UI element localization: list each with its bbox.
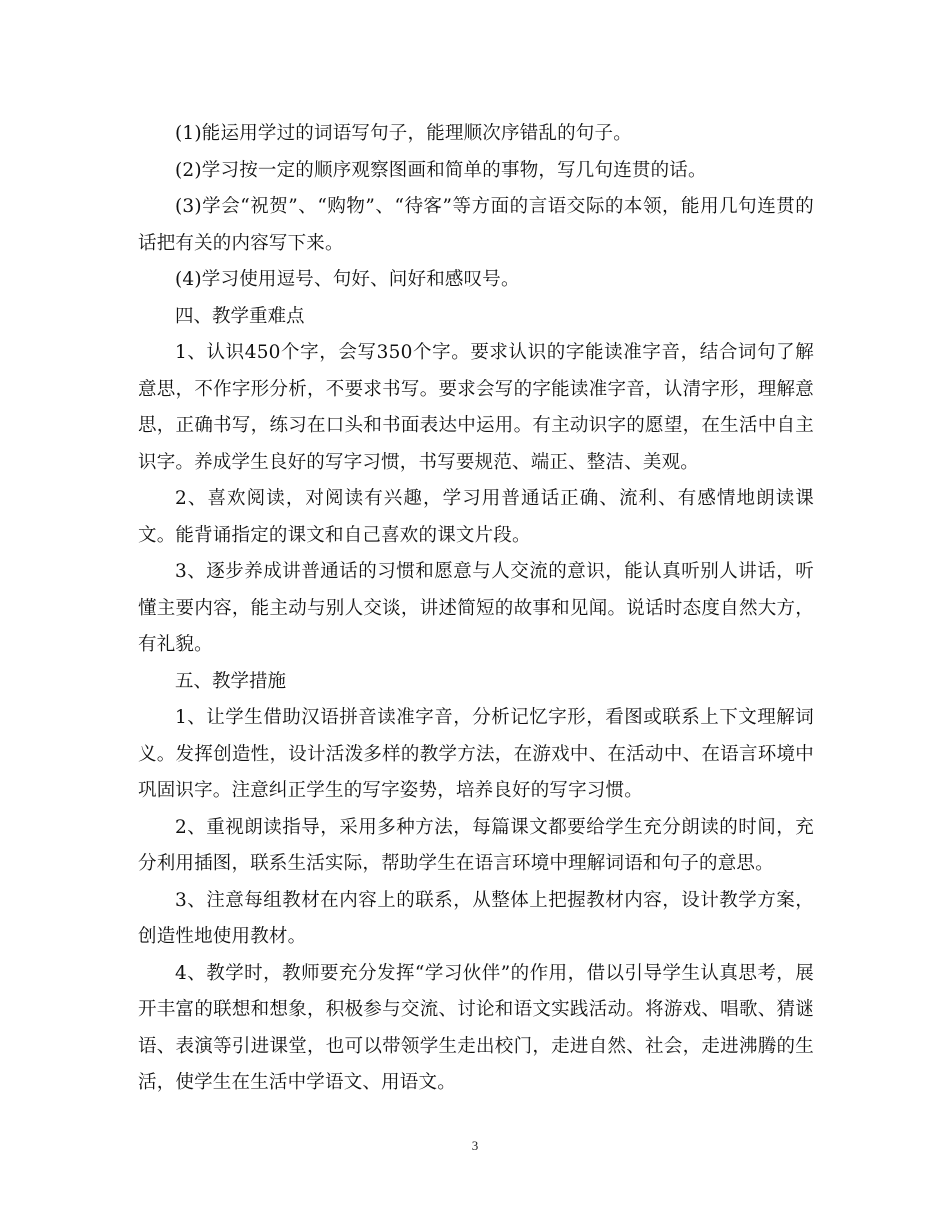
page-number: 3 (471, 1138, 479, 1153)
section-heading: 五、教学措施 (175, 670, 287, 692)
paragraph: 1、认识450个字，会写350个字。要求认识的字能读准字音，结合词句了解意思，不作字形分析，不要求书写。要求会写的字能读准字音，认清字形，理解意思，正确书写，练习在口头和书面表达中运用。有主动识字的愿望，在生活中自主识字。养成学生良好的写字习惯，书写要规范、端正、整洁、美观。 (138, 342, 814, 473)
paragraph: 1、让学生借助汉语拼音读准字音，分析记忆字形，看图或联系上下文理解词义。发挥创造性，设计活泼多样的教学方法，在游戏中、在活动中、在语言环境中巩固识字。注意纠正学生的写字姿势，培养良好的写字习惯。 (138, 707, 814, 801)
paragraph: (4)学习使用逗号、句好、问好和感叹号。 (175, 269, 520, 290)
paragraph: (1)能运用学过的词语写句子，能理顺次序错乱的句子。 (175, 123, 632, 144)
paragraph: (2)学习按一定的顺序观察图画和简单的事物，写几句连贯的话。 (175, 159, 707, 181)
section-heading: 四、教学重难点 (175, 305, 305, 327)
paragraph: 3、逐步养成讲普通话的习惯和愿意与人交流的意识，能认真听别人讲话，听懂主要内容，能主动与别人交谈，讲述简短的故事和见闻。说话时态度自然大方，有礼貌。 (138, 561, 814, 655)
paragraph: 2、喜欢阅读，对阅读有兴趣，学习用普通话正确、流利、有感情地朗读课文。能背诵指定的课文和自己喜欢的课文片段。 (138, 488, 814, 546)
document-body (138, 116, 814, 1102)
paragraph: 3、注意每组教材在内容上的联系，从整体上把握教材内容，设计教学方案，创造性地使用教材。 (138, 889, 814, 947)
paragraph: (3)学会“祝贺”、“购物”、“待客”等方面的言语交际的本领，能用几句连贯的话把有关的内容写下来。 (138, 196, 814, 254)
paragraph: 4、教学时，教师要充分发挥“学习伙伴”的作用，借以引导学生认真思考，展开丰富的联想和想象，积极参与交流、讨论和语文实践活动。将游戏、唱歌、猜谜语、表演等引进课堂，也可以带领学生走出校门，走进自然、社会，走进沸腾的生活，使学生在生活中学语文、用语文。 (138, 962, 814, 1093)
paragraph: 2、重视朗读指导，采用多种方法，每篇课文都要给学生充分朗读的时间，充分利用插图，联系生活实际，帮助学生在语言环境中理解词语和句子的意思。 (138, 816, 814, 874)
